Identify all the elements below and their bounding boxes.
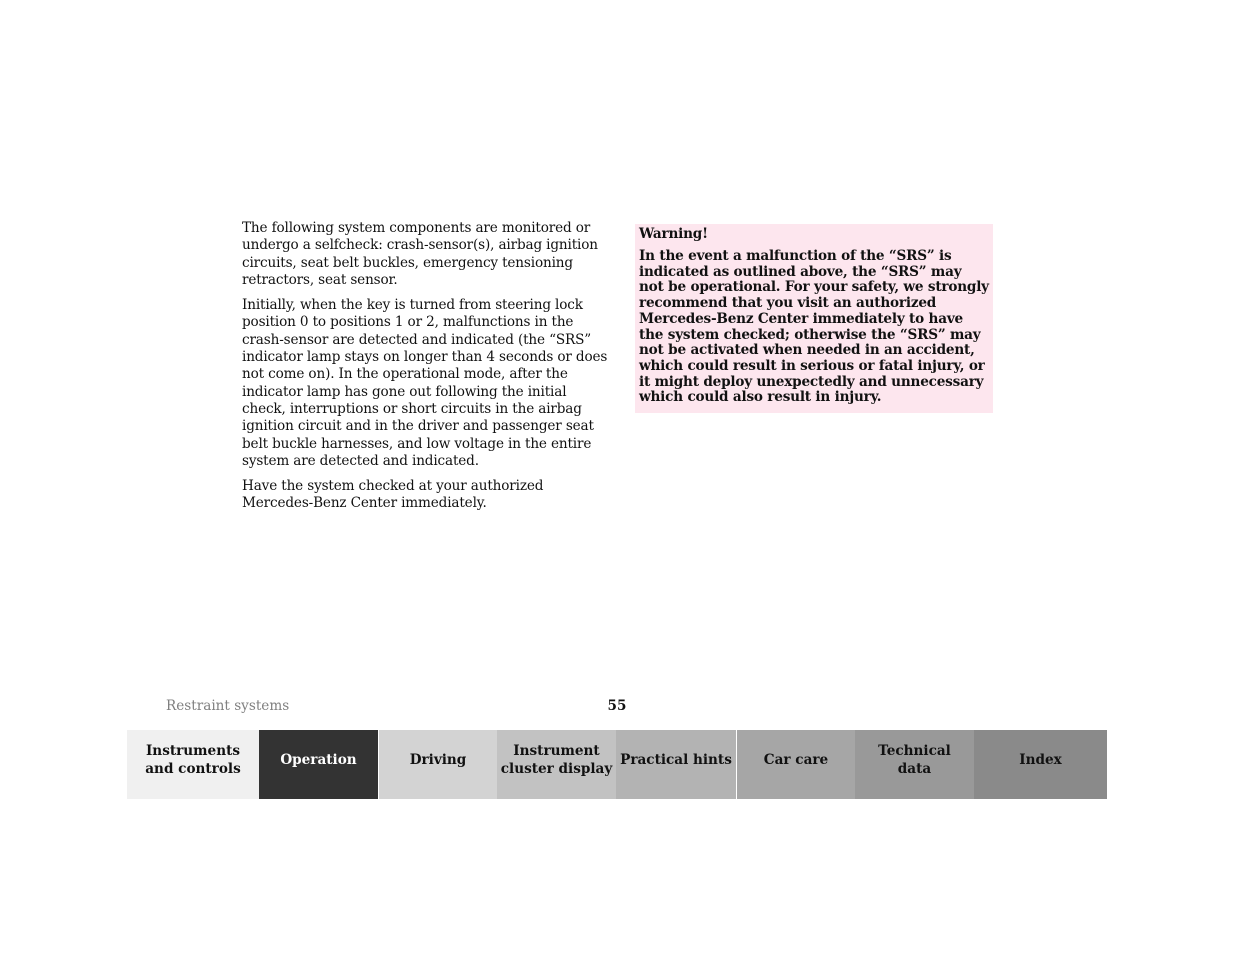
nav-tab-technical-data[interactable]: Technical data — [855, 730, 974, 799]
nav-tab-instrument-cluster-display[interactable]: Instrument cluster display — [497, 730, 616, 799]
nav-tab-index[interactable]: Index — [974, 730, 1107, 799]
page-number: 55 — [607, 698, 627, 714]
warning-box — [635, 224, 993, 413]
footer-section-title: Restraint systems — [166, 698, 290, 714]
nav-tab-driving[interactable]: Driving — [378, 730, 497, 799]
paragraph-have-checked: Have the system checked at your authorized Mercedes-Benz Center immediately. — [242, 478, 544, 512]
nav-tab-instruments-and-controls[interactable]: Instruments and controls — [127, 730, 259, 799]
warning-title: Warning! — [639, 226, 708, 242]
paragraph-monitored-components: The following system components are monitored or undergo a selfcheck: crash-sensor(s), airbag ignition circuits, seat belt buckles, emergency tensioning retractors, seat sensor. — [242, 220, 598, 288]
body-text-column — [242, 220, 612, 521]
warning-body: In the event a malfunction of the “SRS” is indicated as outlined above, the “SRS” may not be operational. For your safety, we strongly recommend that you visit an authorized Mercedes-Benz Center immediately to have the system checked; otherwise the “SRS” may not be activated when needed in an accident, which could result in serious or fatal injury, or it might deploy unexpectedly and unnecessary which could also result in injury. — [639, 248, 989, 406]
nav-tab-car-care[interactable]: Car care — [736, 730, 855, 799]
paragraph-initial-check: Initially, when the key is turned from steering lock position 0 to positions 1 or 2, malfunctions in the crash-sensor are detected and indicated (the “SRS” indicator lamp stays on longer than 4 seconds or does not come on). In the operational mode, after the indicator lamp has gone out following the initial check, interruptions or short circuits in the airbag ignition circuit and in the driver and passenger seat belt buckle harnesses, and low voltage in the entire system are detected and indicated. — [242, 297, 608, 469]
chapter-navigation-bar — [127, 730, 1108, 799]
nav-tab-practical-hints[interactable]: Practical hints — [616, 730, 736, 799]
nav-tab-operation[interactable]: Operation — [259, 730, 378, 799]
